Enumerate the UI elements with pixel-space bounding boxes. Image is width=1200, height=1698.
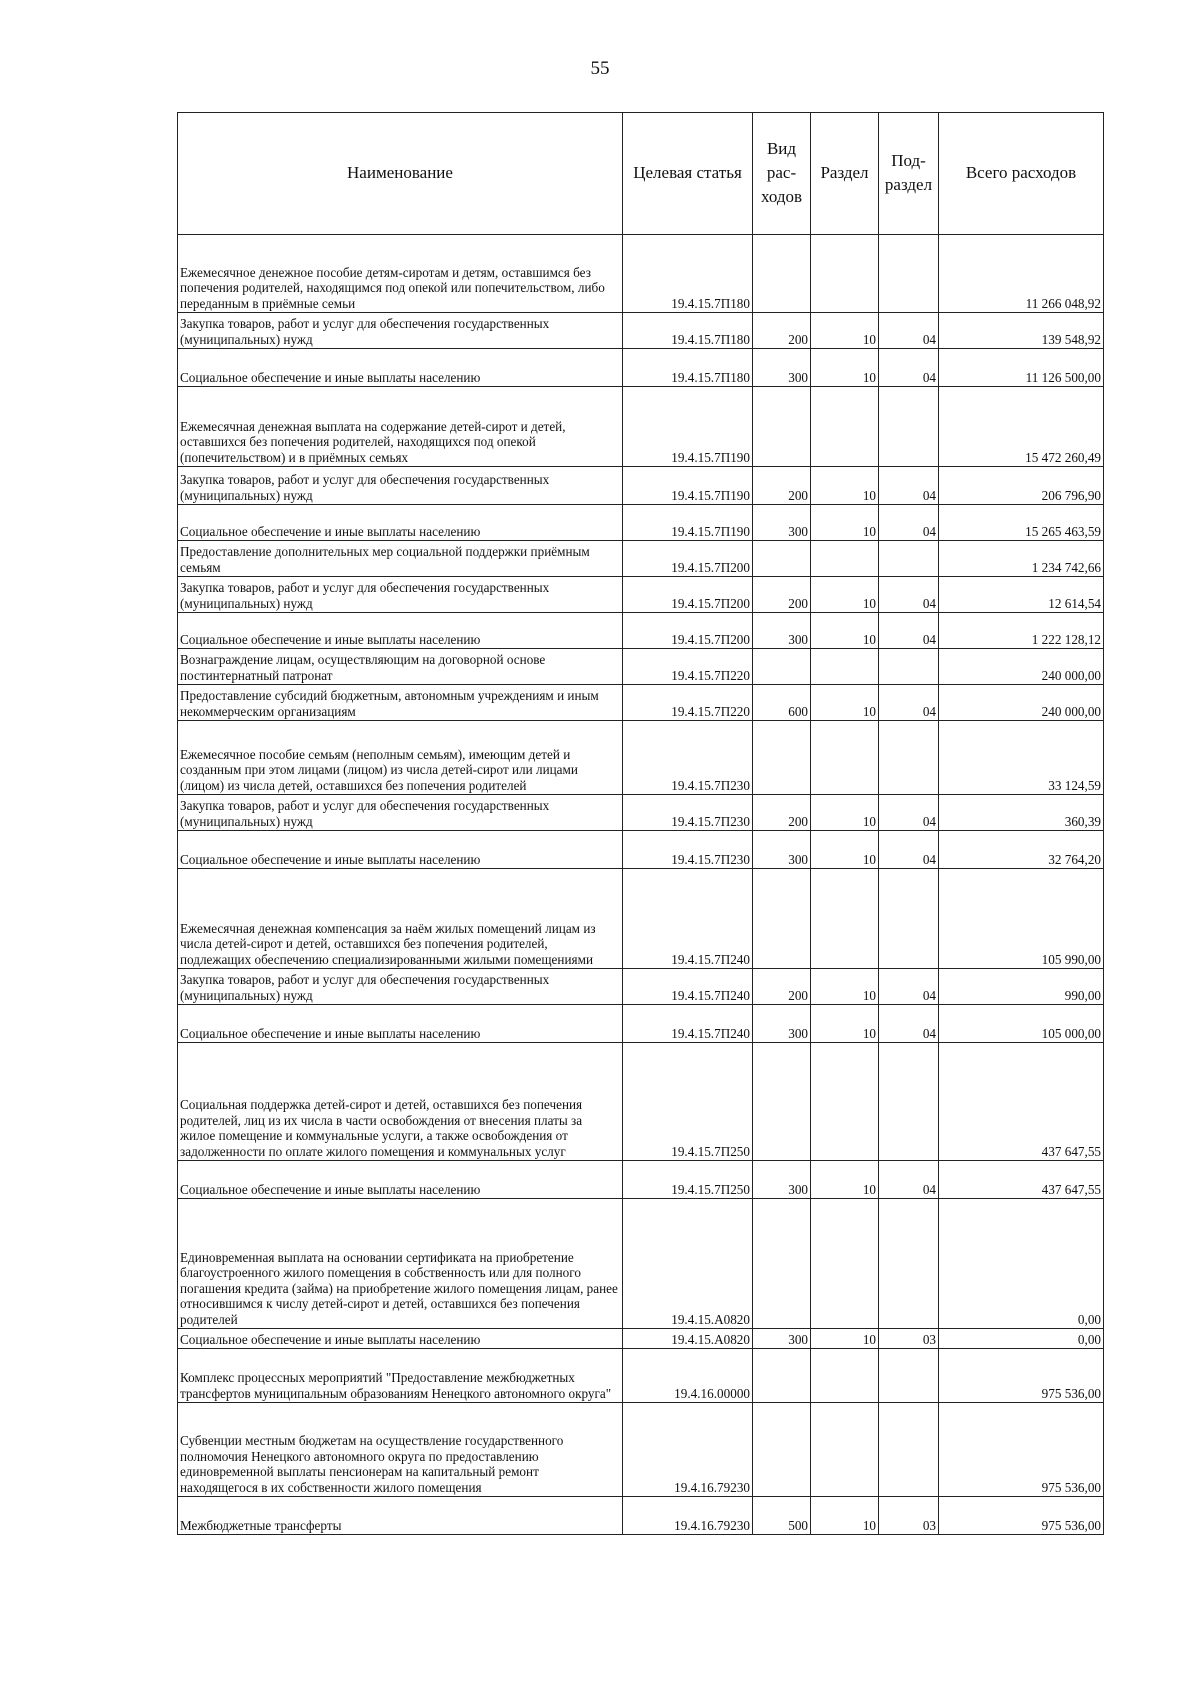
cell-vid: [753, 387, 811, 467]
cell-name: Межбюджетные трансферты: [178, 1497, 623, 1535]
table-row: [178, 685, 1104, 721]
cell-vid: [753, 721, 811, 795]
cell-code: 19.4.15.7П230: [623, 795, 753, 831]
cell-total: 990,00: [939, 969, 1104, 1005]
cell-total: 0,00: [939, 1199, 1104, 1329]
cell-podrazdel: 04: [879, 467, 939, 505]
cell-vid: 300: [753, 349, 811, 387]
cell-code: 19.4.15.7П240: [623, 969, 753, 1005]
table-row: [178, 313, 1104, 349]
header-vid: Вид рас-ходов: [753, 113, 811, 235]
cell-total: 15 472 260,49: [939, 387, 1104, 467]
table-row: [178, 505, 1104, 541]
cell-razdel: 10: [811, 313, 879, 349]
cell-total: 437 647,55: [939, 1161, 1104, 1199]
cell-code: 19.4.15.7П200: [623, 541, 753, 577]
cell-total: 15 265 463,59: [939, 505, 1104, 541]
cell-podrazdel: 04: [879, 685, 939, 721]
cell-name: Социальная поддержка детей-сирот и детей, оставшихся без попечения родителей, лиц из их числа в части освобождения от внесения платы за жилое помещение и коммунальные услуги, а также освобождения от задолженности по оплате жилого помещения и коммунальных услуг: [178, 1043, 623, 1161]
cell-total: 975 536,00: [939, 1403, 1104, 1497]
cell-total: 11 126 500,00: [939, 349, 1104, 387]
cell-code: 19.4.15.7П230: [623, 721, 753, 795]
cell-total: 105 000,00: [939, 1005, 1104, 1043]
cell-razdel: 10: [811, 1329, 879, 1349]
cell-name: Закупка товаров, работ и услуг для обеспечения государственных (муниципальных) нужд: [178, 577, 623, 613]
cell-podrazdel: [879, 541, 939, 577]
cell-total: 0,00: [939, 1329, 1104, 1349]
cell-code: 19.4.16.00000: [623, 1349, 753, 1403]
cell-vid: 200: [753, 313, 811, 349]
table-row: [178, 1043, 1104, 1161]
cell-podrazdel: 04: [879, 505, 939, 541]
cell-podrazdel: 04: [879, 577, 939, 613]
table-row: [178, 1497, 1104, 1535]
cell-razdel: [811, 649, 879, 685]
cell-vid: [753, 869, 811, 969]
cell-vid: [753, 1403, 811, 1497]
cell-podrazdel: [879, 1349, 939, 1403]
cell-total: 32 764,20: [939, 831, 1104, 869]
table-row: [178, 969, 1104, 1005]
cell-name: Социальное обеспечение и иные выплаты населению: [178, 1329, 623, 1349]
table-row: [178, 869, 1104, 969]
cell-razdel: 10: [811, 1497, 879, 1535]
cell-vid: 500: [753, 1497, 811, 1535]
table-row: [178, 613, 1104, 649]
cell-code: 19.4.15.7П240: [623, 869, 753, 969]
cell-total: 437 647,55: [939, 1043, 1104, 1161]
cell-vid: 300: [753, 505, 811, 541]
table-row: [178, 795, 1104, 831]
cell-razdel: [811, 541, 879, 577]
cell-podrazdel: [879, 721, 939, 795]
cell-vid: 600: [753, 685, 811, 721]
cell-podrazdel: 04: [879, 613, 939, 649]
cell-total: 105 990,00: [939, 869, 1104, 969]
cell-name: Ежемесячное денежное пособие детям-сиротам и детям, оставшимся без попечения родителей, находящимся под опекой или попечительством, либо переданным в приёмные семьи: [178, 235, 623, 313]
table-row: [178, 1199, 1104, 1329]
cell-vid: 200: [753, 795, 811, 831]
cell-name: Предоставление дополнительных мер социальной поддержки приёмным семьям: [178, 541, 623, 577]
cell-podrazdel: 03: [879, 1329, 939, 1349]
cell-vid: 300: [753, 613, 811, 649]
cell-name: Предоставление субсидий бюджетным, автономным учреждениям и иным некоммерческим организациям: [178, 685, 623, 721]
cell-name: Ежемесячная денежная выплата на содержание детей-сирот и детей, оставшихся без попечения родителей, находящихся под опекой (попечительством) и в приёмных семьях: [178, 387, 623, 467]
cell-razdel: 10: [811, 613, 879, 649]
cell-code: 19.4.15.7П230: [623, 831, 753, 869]
cell-razdel: [811, 721, 879, 795]
cell-name: Субвенции местным бюджетам на осуществление государственного полномочия Ненецкого автономного округа по предоставлению единовременной выплаты пенсионерам на капитальный ремонт находящегося в их собственности жилого помещения: [178, 1403, 623, 1497]
cell-code: 19.4.15.7П190: [623, 387, 753, 467]
header-name: Наименование: [178, 113, 623, 235]
table-row: [178, 1403, 1104, 1497]
cell-podrazdel: 04: [879, 313, 939, 349]
cell-razdel: 10: [811, 795, 879, 831]
cell-vid: 300: [753, 1161, 811, 1199]
cell-total: 360,39: [939, 795, 1104, 831]
cell-name: Закупка товаров, работ и услуг для обеспечения государственных (муниципальных) нужд: [178, 795, 623, 831]
cell-razdel: [811, 1199, 879, 1329]
budget-table: [177, 112, 1104, 1535]
cell-name: Ежемесячное пособие семьям (неполным семьям), имеющим детей и созданным при этом лицами (лицом) из числа детей-сирот или лицами (лицом) из числа детей, оставшихся без попечения родителей: [178, 721, 623, 795]
cell-vid: [753, 1349, 811, 1403]
cell-code: 19.4.15.7П190: [623, 505, 753, 541]
cell-code: 19.4.15.7П180: [623, 349, 753, 387]
cell-code: 19.4.15.7П240: [623, 1005, 753, 1043]
cell-razdel: 10: [811, 577, 879, 613]
cell-podrazdel: 04: [879, 969, 939, 1005]
header-podrazdel: Под-раздел: [879, 113, 939, 235]
table-row: [178, 1161, 1104, 1199]
cell-podrazdel: [879, 1043, 939, 1161]
cell-total: 240 000,00: [939, 685, 1104, 721]
cell-name: Комплекс процессных мероприятий "Предоставление межбюджетных трансфертов муниципальным образованиям Ненецкого автономного округа": [178, 1349, 623, 1403]
table-row: [178, 721, 1104, 795]
cell-razdel: [811, 1403, 879, 1497]
cell-code: 19.4.15.7П200: [623, 577, 753, 613]
cell-total: 206 796,90: [939, 467, 1104, 505]
cell-razdel: [811, 1349, 879, 1403]
table-row: [178, 467, 1104, 505]
cell-podrazdel: 04: [879, 795, 939, 831]
cell-total: 12 614,54: [939, 577, 1104, 613]
cell-total: 11 266 048,92: [939, 235, 1104, 313]
cell-razdel: 10: [811, 685, 879, 721]
cell-vid: [753, 1199, 811, 1329]
cell-razdel: [811, 869, 879, 969]
header-total: Всего расходов: [939, 113, 1104, 235]
cell-total: 139 548,92: [939, 313, 1104, 349]
table-row: [178, 235, 1104, 313]
cell-razdel: [811, 235, 879, 313]
cell-code: 19.4.15.7П220: [623, 649, 753, 685]
cell-name: Закупка товаров, работ и услуг для обеспечения государственных (муниципальных) нужд: [178, 467, 623, 505]
table-row: [178, 349, 1104, 387]
cell-total: 240 000,00: [939, 649, 1104, 685]
cell-name: Социальное обеспечение и иные выплаты населению: [178, 349, 623, 387]
cell-code: 19.4.16.79230: [623, 1497, 753, 1535]
cell-vid: 300: [753, 831, 811, 869]
page-number: 55: [590, 58, 610, 79]
cell-total: 1 234 742,66: [939, 541, 1104, 577]
cell-code: 19.4.15.7П250: [623, 1161, 753, 1199]
header-code: Целевая статья: [623, 113, 753, 235]
cell-vid: [753, 235, 811, 313]
cell-name: Социальное обеспечение и иные выплаты населению: [178, 1161, 623, 1199]
cell-podrazdel: 03: [879, 1497, 939, 1535]
cell-name: Ежемесячная денежная компенсация за наём жилых помещений лицам из числа детей-сирот и детей, оставшихся без попечения родителей, подлежащих обеспечению специализированными жилыми помещениями: [178, 869, 623, 969]
cell-razdel: 10: [811, 1005, 879, 1043]
cell-name: Социальное обеспечение и иные выплаты населению: [178, 831, 623, 869]
cell-vid: [753, 541, 811, 577]
table-row: [178, 831, 1104, 869]
cell-podrazdel: [879, 387, 939, 467]
cell-podrazdel: [879, 649, 939, 685]
cell-razdel: [811, 1043, 879, 1161]
header-razdel: Раздел: [811, 113, 879, 235]
cell-razdel: 10: [811, 969, 879, 1005]
cell-code: 19.4.15.7П180: [623, 313, 753, 349]
cell-total: 975 536,00: [939, 1497, 1104, 1535]
cell-razdel: [811, 387, 879, 467]
cell-vid: [753, 1043, 811, 1161]
cell-vid: [753, 649, 811, 685]
cell-razdel: 10: [811, 467, 879, 505]
table-header-row: [178, 113, 1104, 235]
table-row: [178, 577, 1104, 613]
cell-razdel: 10: [811, 505, 879, 541]
table-row: [178, 1349, 1104, 1403]
table-row: [178, 1005, 1104, 1043]
cell-code: 19.4.15.7П250: [623, 1043, 753, 1161]
cell-code: 19.4.15.7П190: [623, 467, 753, 505]
cell-code: 19.4.15.А0820: [623, 1199, 753, 1329]
cell-code: 19.4.15.7П180: [623, 235, 753, 313]
cell-razdel: 10: [811, 349, 879, 387]
cell-name: Закупка товаров, работ и услуг для обеспечения государственных (муниципальных) нужд: [178, 313, 623, 349]
cell-vid: 300: [753, 1329, 811, 1349]
cell-podrazdel: 04: [879, 1005, 939, 1043]
cell-name: Закупка товаров, работ и услуг для обеспечения государственных (муниципальных) нужд: [178, 969, 623, 1005]
cell-code: 19.4.16.79230: [623, 1403, 753, 1497]
cell-vid: 200: [753, 577, 811, 613]
cell-vid: 300: [753, 1005, 811, 1043]
cell-code: 19.4.15.А0820: [623, 1329, 753, 1349]
cell-podrazdel: 04: [879, 349, 939, 387]
table-row: [178, 541, 1104, 577]
cell-name: Социальное обеспечение и иные выплаты населению: [178, 613, 623, 649]
cell-name: Вознаграждение лицам, осуществляющим на договорной основе постинтернатный патронат: [178, 649, 623, 685]
cell-podrazdel: [879, 1403, 939, 1497]
cell-vid: 200: [753, 969, 811, 1005]
cell-name: Социальное обеспечение и иные выплаты населению: [178, 505, 623, 541]
cell-razdel: 10: [811, 831, 879, 869]
cell-total: 975 536,00: [939, 1349, 1104, 1403]
table-row: [178, 649, 1104, 685]
cell-podrazdel: [879, 869, 939, 969]
cell-code: 19.4.15.7П200: [623, 613, 753, 649]
cell-total: 1 222 128,12: [939, 613, 1104, 649]
cell-razdel: 10: [811, 1161, 879, 1199]
cell-podrazdel: 04: [879, 1161, 939, 1199]
cell-code: 19.4.15.7П220: [623, 685, 753, 721]
cell-name: Социальное обеспечение и иные выплаты населению: [178, 1005, 623, 1043]
table-row: [178, 387, 1104, 467]
cell-podrazdel: [879, 235, 939, 313]
cell-vid: 200: [753, 467, 811, 505]
cell-total: 33 124,59: [939, 721, 1104, 795]
cell-podrazdel: 04: [879, 831, 939, 869]
table-row: [178, 1329, 1104, 1349]
cell-name: Единовременная выплата на основании сертификата на приобретение благоустроенного жилого помещения в собственность или для полного погашения кредита (займа) на приобретение жилого помещения лицам, ранее относившимся к числу детей-сирот и детей, оставшихся без попечения родителей: [178, 1199, 623, 1329]
cell-podrazdel: [879, 1199, 939, 1329]
